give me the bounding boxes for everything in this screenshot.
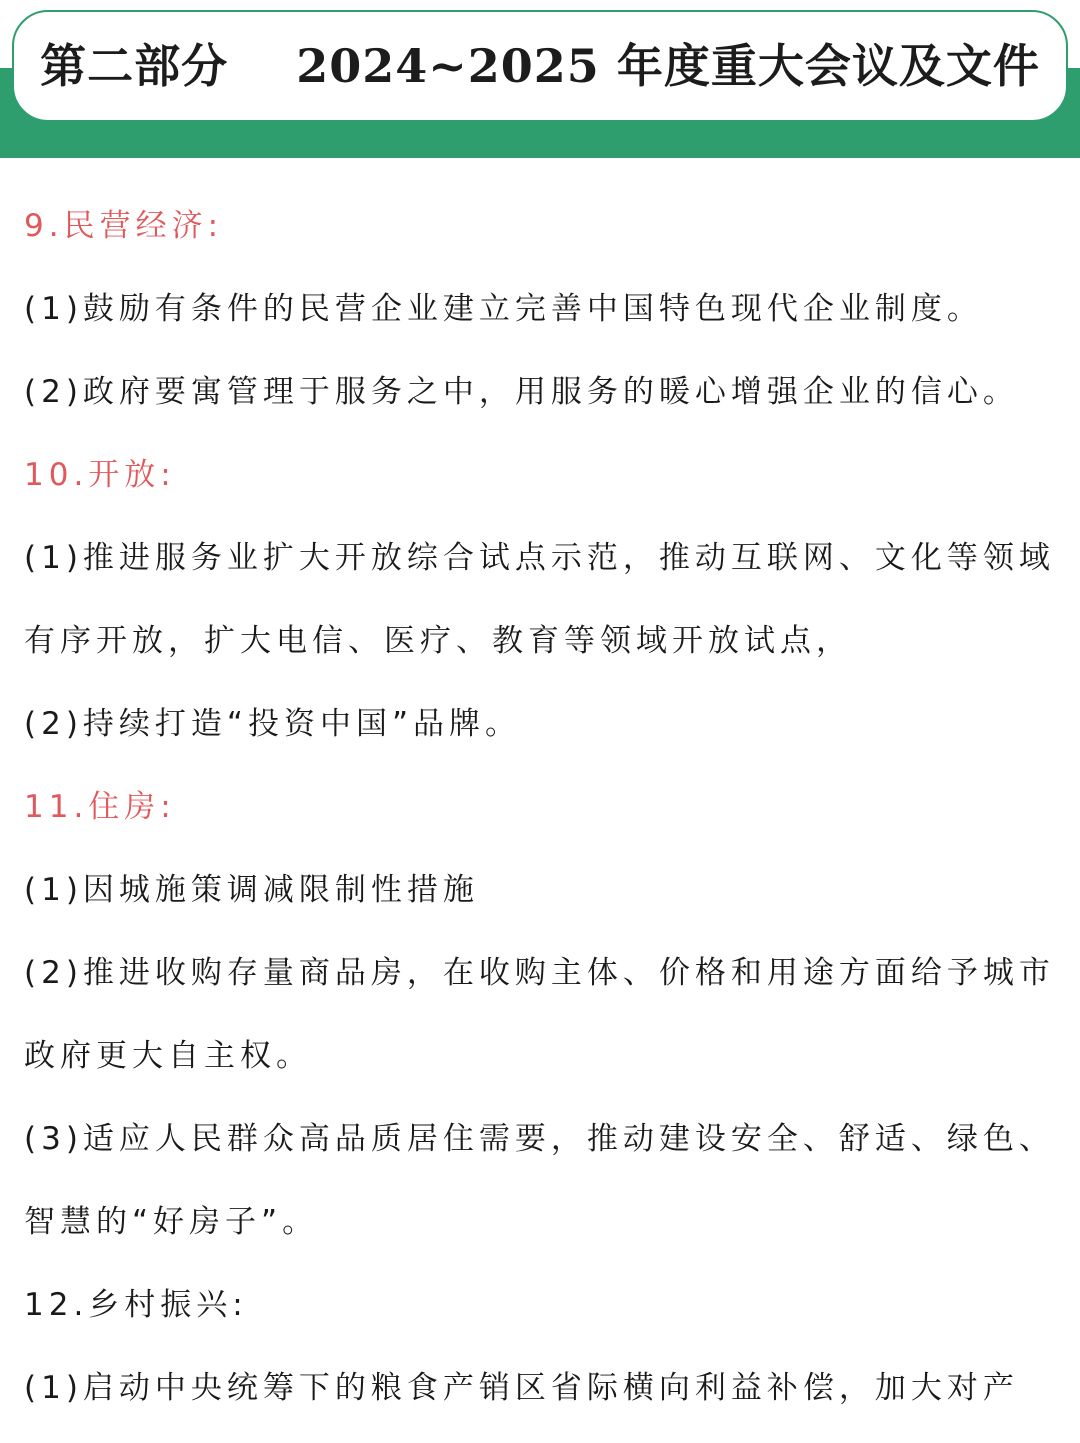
paragraph-line: 有序开放，扩大电信、医疗、教育等领域开放试点， — [24, 623, 852, 659]
paragraph-line: (1)因城施策调减限制性措施 — [24, 872, 479, 908]
paragraph-line: 智慧的“好房子”。 — [24, 1204, 319, 1240]
document-body — [24, 185, 1070, 1430]
paragraph-line: (1)启动中央统筹下的粮食产销区省际横向利益补偿，加大对产 — [24, 1370, 1019, 1406]
paragraph-line: (2)政府要寓管理于服务之中，用服务的暖心增强企业的信心。 — [24, 374, 1019, 410]
section-heading-housing: 11.住房: — [24, 789, 176, 825]
section-heading-rural-revitalization: 12.乡村振兴: — [24, 1287, 248, 1323]
section-heading-opening-up: 10.开放: — [24, 457, 176, 493]
paragraph-line: (1)鼓励有条件的民营企业建立完善中国特色现代企业制度。 — [24, 291, 983, 327]
paragraph-line: (2)推进收购存量商品房，在收购主体、价格和用途方面给予城市 — [24, 955, 1055, 991]
paragraph-line: (1)推进服务业扩大开放综合试点示范，推动互联网、文化等领域 — [24, 540, 1055, 576]
paragraph-line: 政府更大自主权。 — [24, 1038, 312, 1074]
header-banner — [0, 0, 1080, 158]
section-heading-private-economy: 9.民营经济: — [24, 208, 224, 244]
paragraph-line: (2)持续打造“投资中国”品牌。 — [24, 706, 522, 742]
paragraph-line: (3)适应人民群众高品质居住需要，推动建设安全、舒适、绿色、 — [24, 1121, 1055, 1157]
page-title: 第二部分 2024~2025 年度重大会议及文件 — [40, 39, 1040, 93]
